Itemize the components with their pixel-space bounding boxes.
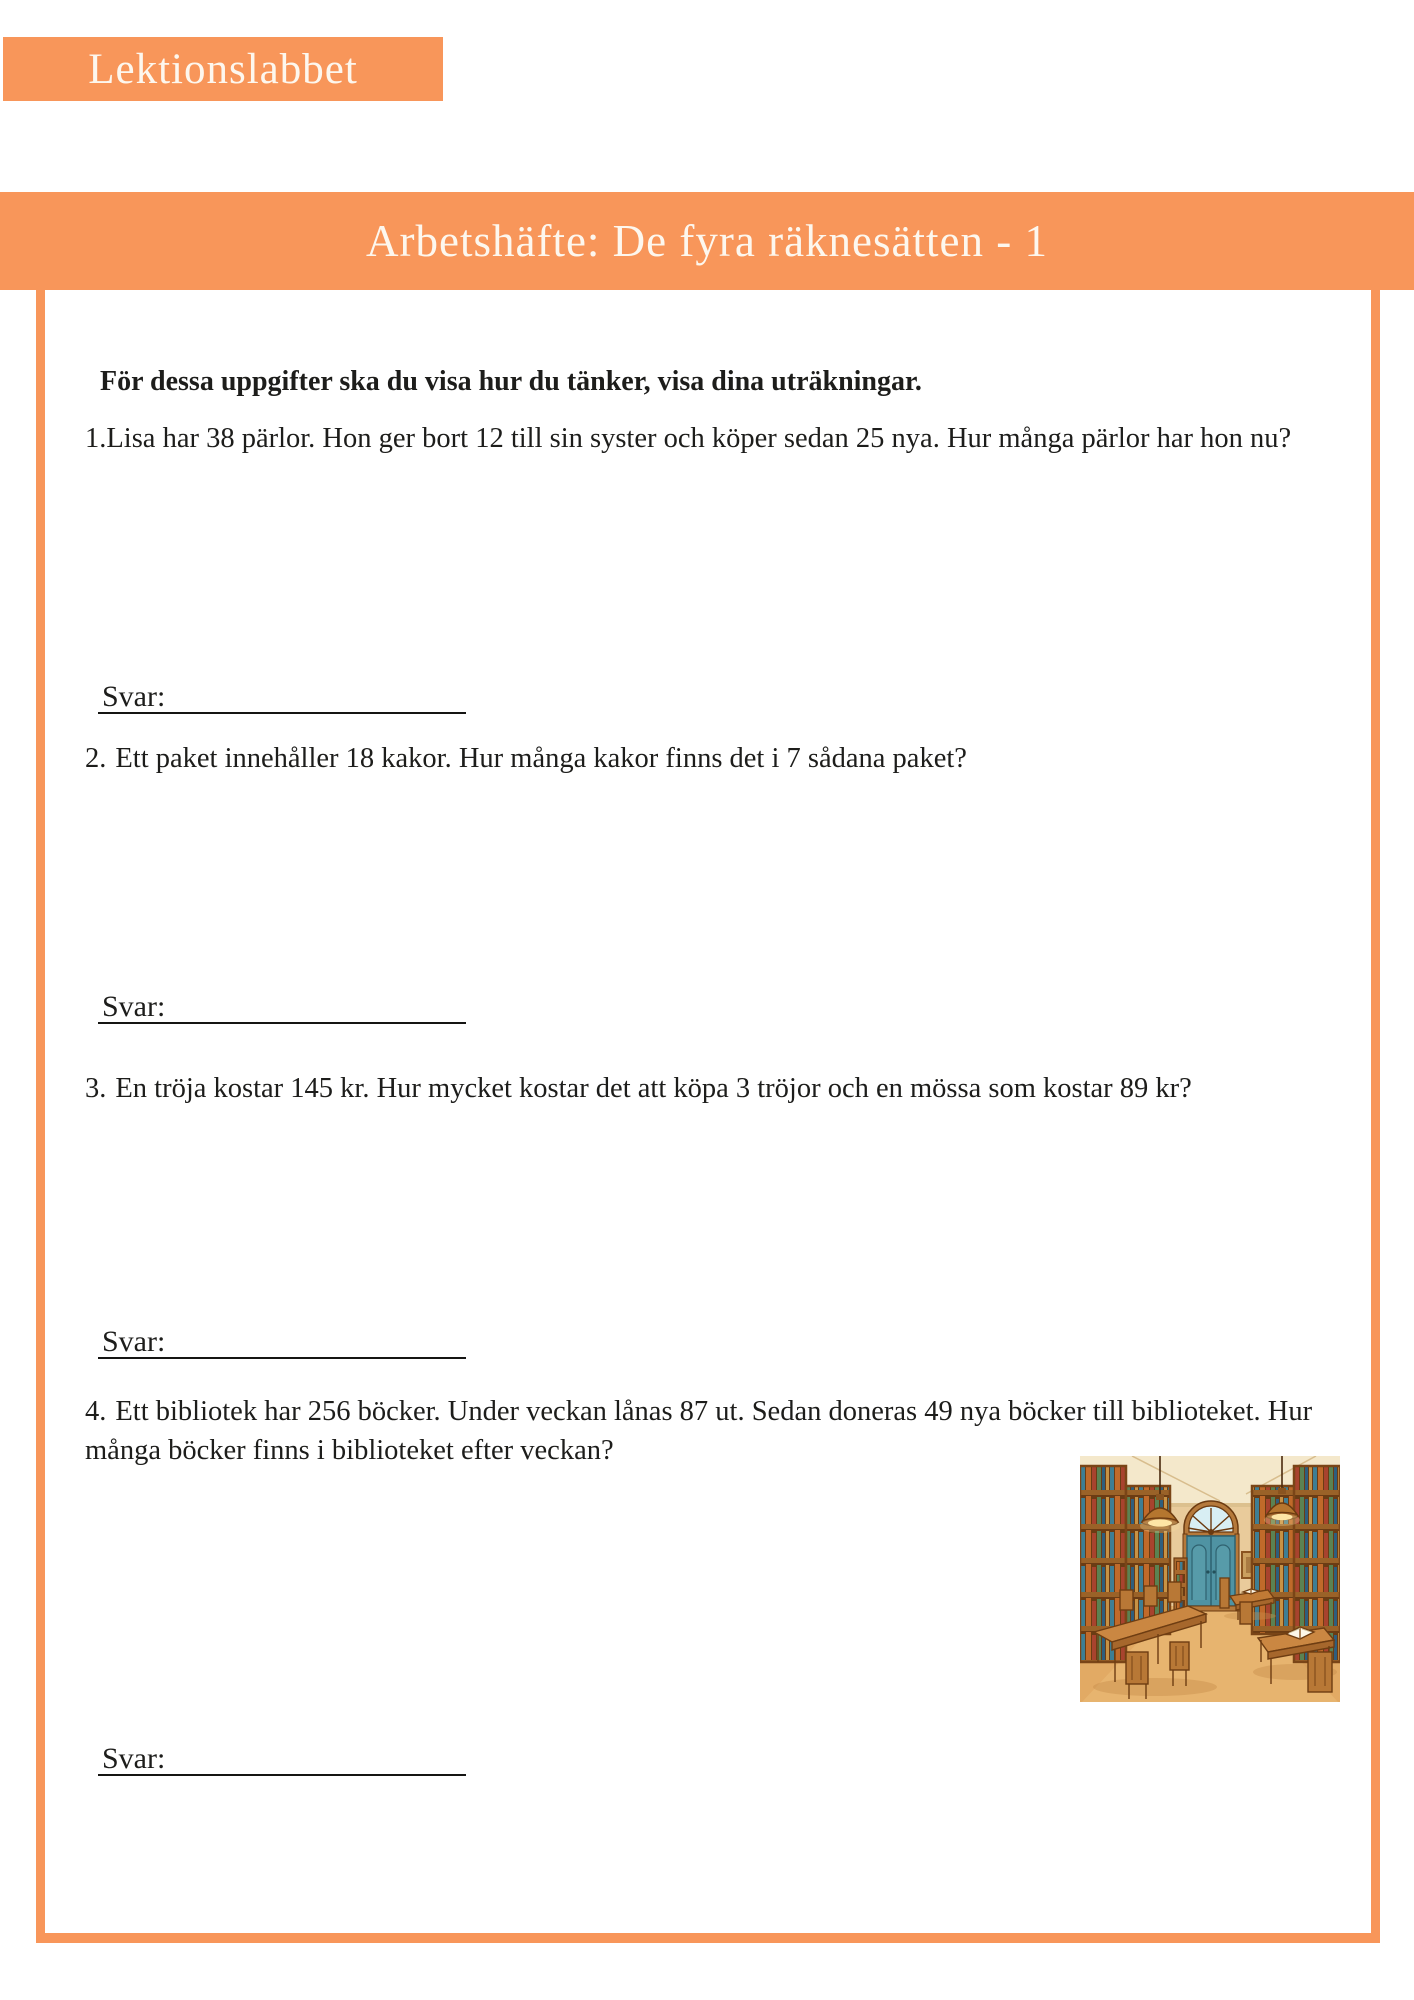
answer-label-3: Svar: [102, 1324, 166, 1358]
worksheet-title-bar [0, 192, 1414, 290]
brand-banner [3, 37, 443, 101]
answer-label-2: Svar: [102, 989, 166, 1023]
answer-label-4: Svar: [102, 1741, 166, 1775]
question-1-number: 1. [85, 423, 107, 454]
question-2-number: 2. [85, 743, 107, 774]
answer-line-1 [98, 676, 466, 714]
library-door [1181, 1501, 1241, 1611]
answer-line-4 [98, 1738, 466, 1776]
question-2-text: Ett paket innehåller 18 kakor. Hur många kakor finns det i 7 sådana paket? [115, 743, 967, 774]
question-2 [85, 740, 1347, 779]
question-3-text: En tröja kostar 145 kr. Hur mycket kostar det att köpa 3 tröjor och en mössa som kostar 89 kr? [115, 1073, 1192, 1104]
library-illustration [1080, 1456, 1340, 1702]
table-shadow-left [1093, 1678, 1217, 1696]
answer-line-3 [98, 1321, 466, 1359]
answer-label-1: Svar: [102, 679, 166, 713]
brand-name: Lektionslabbet [88, 45, 358, 93]
question-4-number: 4. [85, 1396, 107, 1427]
question-1 [85, 420, 1347, 459]
question-3 [85, 1070, 1365, 1109]
instructions-text: För dessa uppgifter ska du visa hur du tänker, visa dina uträkningar. [100, 366, 922, 397]
answer-line-2 [98, 986, 466, 1024]
question-4-text: Ett bibliotek har 256 böcker. Under veckan lånas 87 ut. Sedan doneras 49 nya böcker till biblioteket. Hur många böcker finns i biblioteket efter veckan? [85, 1396, 1313, 1466]
question-1-text: Lisa har 38 pärlor. Hon ger bort 12 till sin syster och köper sedan 25 nya. Hur många pärlor har hon nu? [106, 423, 1292, 454]
worksheet-title: Arbetshäfte: De fyra räknesätten - 1 [366, 215, 1048, 266]
question-3-number: 3. [85, 1073, 107, 1104]
